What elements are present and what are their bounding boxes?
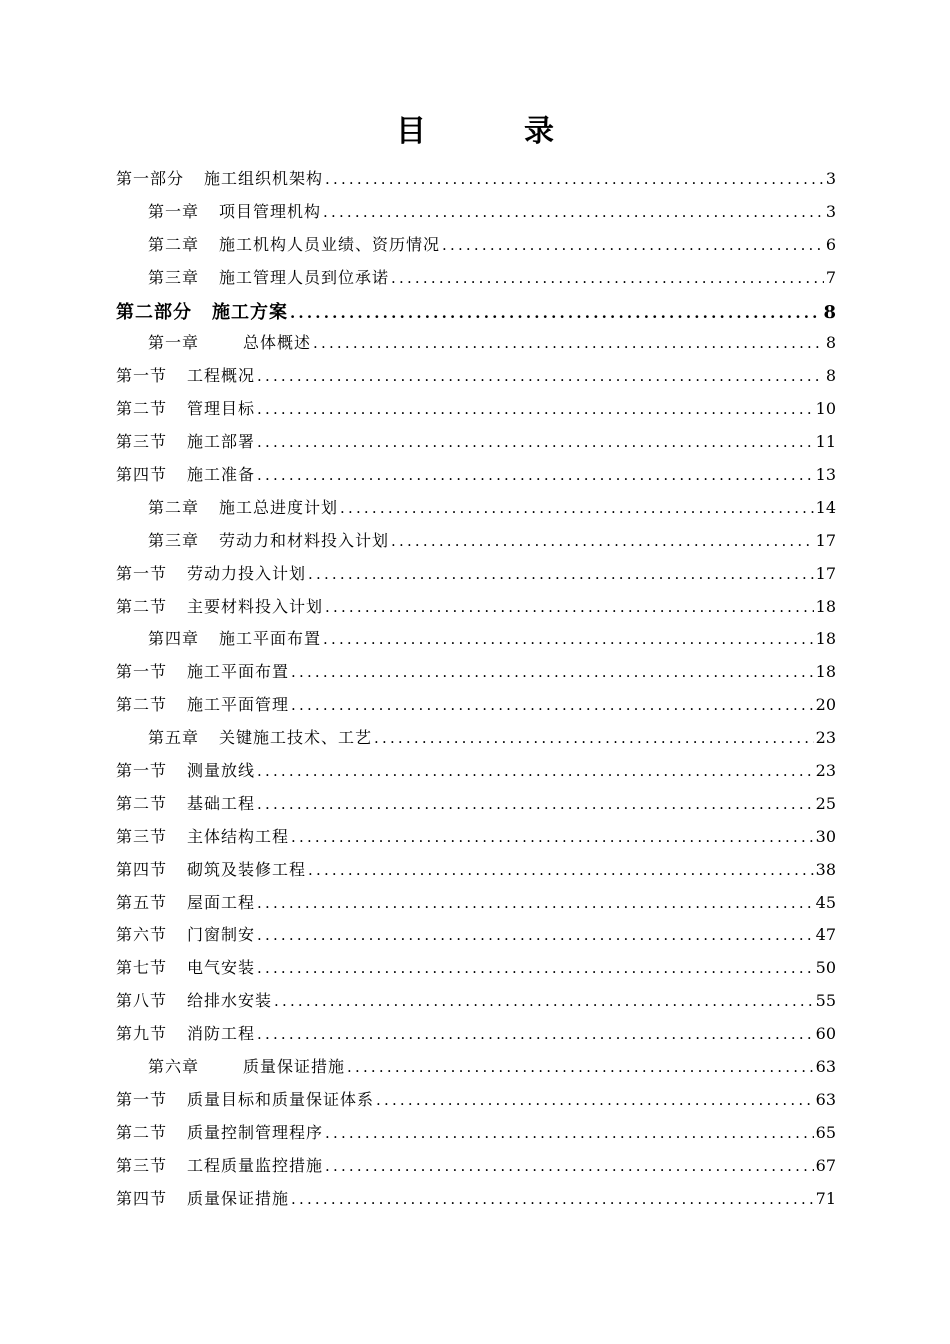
toc-entry-heading: 门窗制安 — [187, 925, 256, 945]
toc-page-number: 25 — [815, 793, 836, 813]
toc-dot-leader — [255, 433, 814, 451]
toc-entry[interactable] — [116, 857, 836, 890]
toc-entry-label: 第四节 — [116, 1188, 168, 1208]
toc-page-number: 67 — [815, 1155, 836, 1175]
toc-entry[interactable] — [116, 758, 836, 791]
toc-entry[interactable] — [116, 1054, 836, 1087]
toc-entry-label: 第一节 — [116, 366, 168, 386]
toc-entry[interactable] — [116, 429, 836, 462]
toc-entry-label: 第六章 — [148, 1057, 200, 1077]
toc-dot-leader — [289, 828, 814, 846]
toc-entry[interactable] — [116, 1186, 836, 1219]
toc-entry-label: 第八节 — [116, 991, 168, 1011]
toc-entry-label: 第二章 — [148, 497, 200, 517]
toc-dot-leader — [272, 992, 814, 1010]
toc-page-number: 71 — [815, 1188, 836, 1208]
toc-dot-leader — [255, 400, 814, 418]
toc-dot-leader — [321, 630, 814, 648]
toc-title: 目 录 — [396, 114, 588, 149]
toc-entry-heading: 测量放线 — [187, 761, 256, 781]
toc-entry[interactable] — [116, 791, 836, 824]
toc-page-number: 63 — [815, 1057, 836, 1077]
toc-page-number: 7 — [825, 267, 836, 287]
toc-dot-leader — [255, 795, 814, 813]
toc-entry-label: 第九节 — [116, 1024, 168, 1044]
toc-page-number: 14 — [815, 497, 836, 517]
toc-dot-leader — [255, 1025, 814, 1043]
toc-page-number: 17 — [815, 530, 836, 550]
toc-entry-heading: 项目管理机构 — [219, 201, 322, 221]
toc-page-number: 11 — [815, 432, 836, 452]
toc-entry-label: 第三章 — [148, 267, 200, 287]
toc-entry-heading: 施工方案 — [212, 301, 288, 323]
toc-entry-label: 第一章 — [148, 333, 200, 353]
toc-entry-heading: 施工平面布置 — [187, 662, 290, 682]
toc-entry[interactable] — [116, 495, 836, 528]
toc-entry-label: 第四章 — [148, 629, 200, 649]
toc-page-number: 13 — [815, 465, 836, 485]
toc-page-number: 3 — [825, 169, 836, 188]
toc-page-number: 23 — [815, 728, 836, 748]
toc-entry-heading: 主要材料投入计划 — [187, 596, 324, 616]
toc-dot-leader — [389, 532, 814, 550]
toc-page-number: 55 — [815, 991, 836, 1011]
toc-entry[interactable] — [116, 1120, 836, 1153]
toc-dot-leader — [289, 696, 814, 714]
toc-dot-leader — [372, 729, 814, 747]
toc-entry[interactable] — [116, 199, 836, 232]
toc-entry[interactable] — [116, 528, 836, 561]
toc-page-number: 3 — [825, 201, 836, 221]
toc-page-number: 60 — [815, 1024, 836, 1044]
toc-dot-leader — [306, 861, 814, 879]
toc-entry-heading: 管理目标 — [187, 399, 256, 419]
toc-dot-leader — [255, 762, 814, 780]
toc-dot-leader — [389, 269, 824, 287]
toc-dot-leader — [311, 334, 824, 352]
toc-page-number: 50 — [815, 958, 836, 978]
toc-entry-label: 第一节 — [116, 563, 168, 583]
toc-entry-heading: 工程概况 — [187, 366, 256, 386]
toc-entry-heading: 施工平面布置 — [219, 629, 322, 649]
toc-page-number: 20 — [815, 695, 836, 715]
toc-entry-label: 第二节 — [116, 596, 168, 616]
toc-entry[interactable] — [116, 988, 836, 1021]
toc-entry-label: 第四节 — [116, 859, 168, 879]
toc-dot-leader — [255, 466, 814, 484]
toc-entry-heading: 施工总进度计划 — [219, 497, 339, 517]
toc-entry-label: 第三节 — [116, 826, 168, 846]
toc-dot-leader — [323, 598, 814, 616]
toc-entry[interactable] — [116, 659, 836, 692]
toc-dot-leader — [323, 1124, 814, 1142]
toc-entry[interactable] — [116, 692, 836, 725]
toc-entry-label: 第一节 — [116, 662, 168, 682]
toc-entry-label: 第一部分 — [116, 169, 185, 188]
toc-entry-label: 第二节 — [116, 695, 168, 715]
toc-dot-leader — [255, 959, 814, 977]
toc-entry-label: 第一节 — [116, 1089, 168, 1109]
toc-page-number: 18 — [815, 629, 836, 649]
toc-entry[interactable] — [116, 594, 836, 627]
toc-entry-heading: 主体结构工程 — [187, 826, 290, 846]
toc-entry-heading: 施工管理人员到位承诺 — [219, 267, 390, 287]
toc-entry[interactable] — [116, 330, 836, 363]
toc-entry-heading: 施工准备 — [187, 465, 256, 485]
toc-entry[interactable] — [116, 955, 836, 988]
toc-entry-label: 第五节 — [116, 892, 168, 912]
toc-page-number: 8 — [825, 333, 836, 353]
toc-entry-heading: 总体概述 — [243, 333, 312, 353]
toc-entry-heading: 屋面工程 — [187, 892, 256, 912]
toc-entry-heading: 关键施工技术、工艺 — [219, 728, 373, 748]
toc-dot-leader — [440, 236, 824, 254]
toc-dot-leader — [374, 1091, 814, 1109]
toc-page-number: 18 — [815, 662, 836, 682]
toc-dot-leader — [321, 203, 824, 221]
toc-entry[interactable] — [116, 922, 836, 955]
toc-page-number: 18 — [815, 596, 836, 616]
toc-entry-heading: 劳动力和材料投入计划 — [219, 530, 390, 550]
toc-dot-leader — [306, 565, 814, 583]
toc-entry[interactable] — [116, 232, 836, 265]
toc-dot-leader — [255, 367, 824, 385]
toc-entry-heading: 工程质量监控措施 — [187, 1155, 324, 1175]
toc-page-number: 30 — [815, 826, 836, 846]
toc-entry[interactable] — [116, 725, 836, 758]
toc-page-number: 10 — [815, 399, 836, 419]
toc-dot-leader — [323, 170, 824, 188]
toc-page-number: 8 — [825, 366, 836, 386]
toc-entry-label: 第一章 — [148, 201, 200, 221]
toc-entry-label: 第一节 — [116, 761, 168, 781]
toc-entry[interactable] — [116, 166, 836, 199]
toc-entry-label: 第三节 — [116, 432, 168, 452]
toc-entry[interactable] — [116, 890, 836, 923]
toc-entry[interactable] — [116, 1087, 836, 1120]
toc-entry-label: 第四节 — [116, 465, 168, 485]
toc-entry-heading: 质量保证措施 — [243, 1057, 346, 1077]
toc-dot-leader — [288, 304, 821, 322]
toc-dot-leader — [255, 926, 814, 944]
toc-entry-heading: 施工机构人员业绩、资历情况 — [219, 234, 441, 254]
table-of-contents — [116, 166, 836, 1219]
toc-entry-heading: 给排水安装 — [187, 991, 273, 1011]
toc-entry-heading: 电气安装 — [187, 958, 256, 978]
toc-entry[interactable] — [116, 363, 836, 396]
toc-dot-leader — [289, 1190, 814, 1208]
toc-entry[interactable] — [116, 824, 836, 857]
toc-page-number: 47 — [815, 925, 836, 945]
toc-entry-heading: 质量控制管理程序 — [187, 1122, 324, 1142]
toc-entry-heading: 消防工程 — [187, 1024, 256, 1044]
toc-entry-heading: 质量目标和质量保证体系 — [187, 1089, 375, 1109]
toc-entry-label: 第二章 — [148, 234, 200, 254]
toc-entry[interactable] — [116, 1021, 836, 1054]
toc-entry-label: 第六节 — [116, 925, 168, 945]
toc-page-number: 8 — [823, 301, 836, 323]
toc-page-number: 65 — [815, 1122, 836, 1142]
toc-entry-heading: 基础工程 — [187, 793, 256, 813]
toc-page-number: 38 — [815, 859, 836, 879]
toc-entry[interactable] — [116, 561, 836, 594]
toc-page-number: 17 — [815, 563, 836, 583]
toc-entry-heading: 砌筑及装修工程 — [187, 859, 307, 879]
toc-entry-label: 第七节 — [116, 958, 168, 978]
toc-dot-leader — [345, 1058, 814, 1076]
toc-entry[interactable] — [116, 462, 836, 495]
toc-entry-heading: 施工组织机架构 — [204, 169, 324, 188]
toc-entry-heading: 施工部署 — [187, 432, 256, 452]
toc-entry-heading: 劳动力投入计划 — [187, 563, 307, 583]
toc-page-number: 6 — [825, 234, 836, 254]
toc-page-number: 45 — [815, 892, 836, 912]
toc-entry[interactable] — [116, 298, 836, 331]
toc-page-number: 63 — [815, 1089, 836, 1109]
toc-entry[interactable] — [116, 265, 836, 298]
toc-entry-label: 第三节 — [116, 1155, 168, 1175]
toc-entry-label: 第三章 — [148, 530, 200, 550]
toc-dot-leader — [323, 1157, 814, 1175]
toc-dot-leader — [338, 499, 814, 517]
toc-entry-label: 第二部分 — [116, 301, 192, 323]
toc-dot-leader — [255, 894, 814, 912]
toc-entry-label: 第二节 — [116, 399, 168, 419]
toc-dot-leader — [289, 663, 814, 681]
toc-entry[interactable] — [116, 1153, 836, 1186]
toc-entry[interactable] — [116, 396, 836, 429]
toc-entry-label: 第二节 — [116, 793, 168, 813]
toc-entry-heading: 施工平面管理 — [187, 695, 290, 715]
toc-entry-label: 第二节 — [116, 1122, 168, 1142]
toc-entry-heading: 质量保证措施 — [187, 1188, 290, 1208]
toc-entry[interactable] — [116, 626, 836, 659]
toc-page-number: 23 — [815, 761, 836, 781]
toc-entry-label: 第五章 — [148, 728, 200, 748]
